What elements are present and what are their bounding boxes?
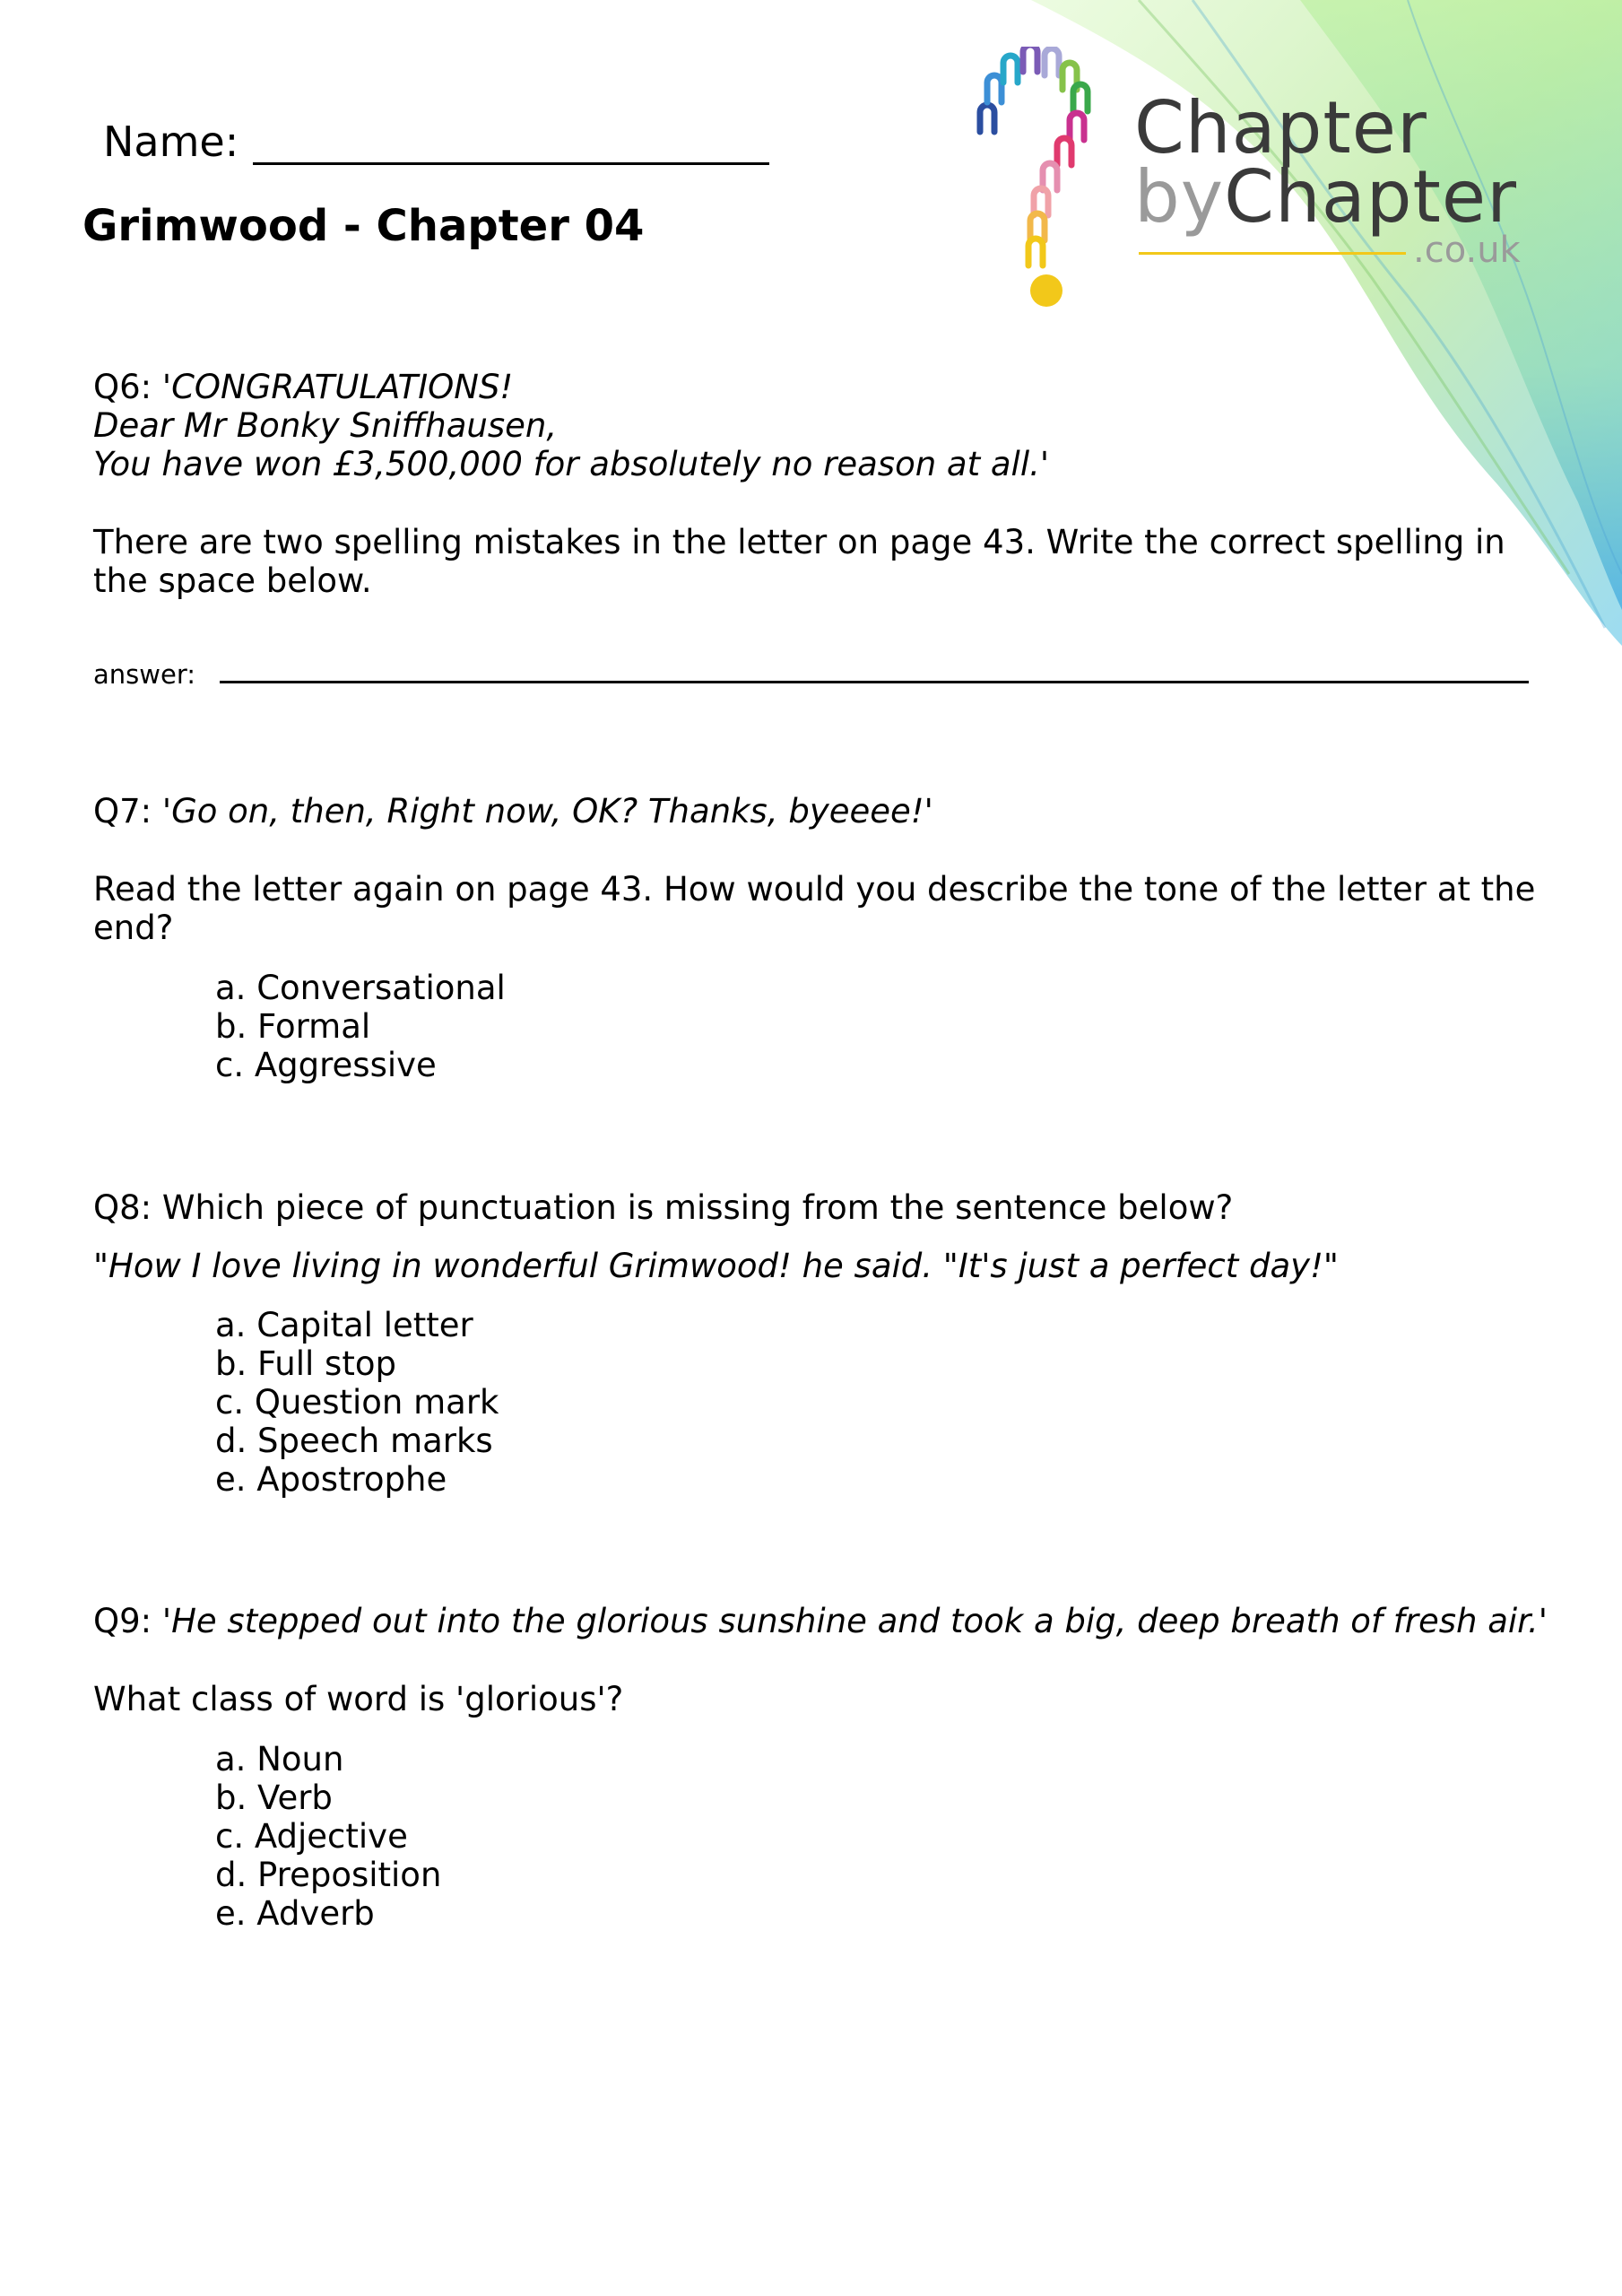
- q9-option-d[interactable]: d. Preposition: [215, 1856, 442, 1894]
- q6-quote-1: 'CONGRATULATIONS!: [161, 368, 514, 406]
- name-label: Name:: [103, 117, 239, 166]
- q6-number: Q6:: [93, 368, 152, 406]
- q7-quote-line: [93, 792, 933, 831]
- q8-option-e[interactable]: e. Apostrophe: [215, 1460, 447, 1499]
- q7-option-c[interactable]: c. Aggressive: [215, 1046, 437, 1084]
- logo-word-chapter: Chapter: [1134, 86, 1427, 170]
- q6-quote-line-1: [93, 368, 513, 407]
- q7-prompt-line-1: Read the letter again on page 43. How would you describe the tone of the letter at the: [93, 870, 1536, 909]
- logo-word-by: by: [1134, 155, 1225, 239]
- q6-prompt-line-1: There are two spelling mistakes in the letter on page 43. Write the correct spelling in: [93, 523, 1505, 561]
- q9-number: Q9:: [93, 1602, 152, 1640]
- q9-option-c[interactable]: c. Adjective: [215, 1817, 408, 1856]
- q6-quote-line-3: You have won £3,500,000 for absolutely no reason at all.': [93, 445, 1050, 483]
- q7-quote: 'Go on, then, Right now, OK? Thanks, byeeee!': [161, 792, 933, 831]
- q9-quote-line: [93, 1602, 1548, 1641]
- q8-option-c[interactable]: c. Question mark: [215, 1383, 499, 1422]
- q7-number: Q7:: [93, 792, 152, 831]
- logo-rule: [1139, 252, 1406, 255]
- q8-option-d[interactable]: d. Speech marks: [215, 1422, 493, 1460]
- q9-quote: 'He stepped out into the glorious sunshine and took a big, deep breath of fresh air.': [161, 1602, 1548, 1640]
- q9-prompt: What class of word is 'glorious'?: [93, 1680, 624, 1718]
- q9-option-b[interactable]: b. Verb: [215, 1779, 333, 1817]
- q7-prompt-line-2: end?: [93, 909, 174, 947]
- logo-word-chapter-2: Chapter: [1224, 155, 1517, 239]
- q8-quote: "How I love living in wonderful Grimwood! he said. "It's just a perfect day!": [93, 1247, 1339, 1285]
- q9-option-a[interactable]: a. Noun: [215, 1740, 344, 1779]
- page-title: Grimwood - Chapter 04: [82, 201, 645, 251]
- q8-option-b[interactable]: b. Full stop: [215, 1344, 396, 1383]
- q6-answer-line[interactable]: [220, 681, 1529, 683]
- q9-option-e[interactable]: e. Adverb: [215, 1894, 375, 1933]
- logo-domain: .co.uk: [1413, 230, 1521, 271]
- name-write-line[interactable]: [253, 162, 769, 165]
- question-mark-books-logo-icon: [964, 47, 1125, 316]
- q8-prompt: Q8: Which piece of punctuation is missing from the sentence below?: [93, 1188, 1234, 1227]
- q6-quote-line-2: Dear Mr Bonky Sniffhausen,: [93, 406, 558, 445]
- q8-option-a[interactable]: a. Capital letter: [215, 1306, 473, 1344]
- q7-option-a[interactable]: a. Conversational: [215, 969, 506, 1007]
- q7-option-b[interactable]: b. Formal: [215, 1007, 371, 1046]
- logo-word-bychapter: [1134, 157, 1517, 238]
- q6-prompt-line-2: the space below.: [93, 561, 372, 600]
- q6-answer-label: answer:: [93, 659, 196, 690]
